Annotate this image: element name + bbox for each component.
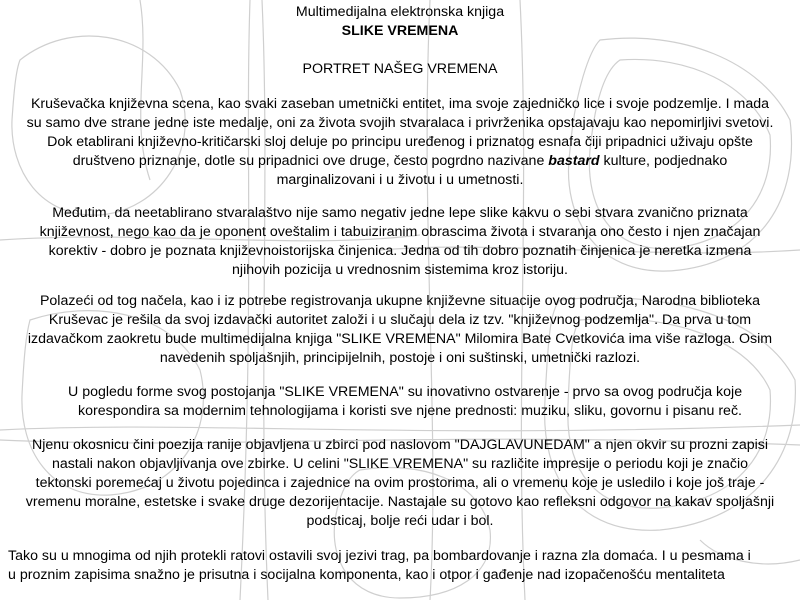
paragraph-line: Kruševačka književna scena, kao svaki zaseban umetnički entitet, ima svoje zajedničko lice i svoje podzemlje. I mada — [30, 96, 770, 112]
paragraph-line: njihovih pozicija u vrednosnim sistemima kroz istoriju. — [232, 262, 568, 278]
paragraph-line: Tako su u mnogima od njih protekli ratovi ostavili svoj jezivi trag, pa bombardovanje i razna zla domaća. I u pesmama i — [8, 548, 751, 564]
paragraph-line: Kruševac je rešila da svoj izdavački autoritet založi i u slučaju dela iz tzv. "književnog podzemlja". Da prva u tom — [48, 312, 752, 328]
paragraph-line: u proznim zapisima snažno je prisutna i socijalna komponenta, kao i otpor i gađenje nad izopačenošću mentaliteta — [8, 567, 725, 583]
document-title — [0, 22, 800, 41]
subtitle-text: Multimedijalna elektronska knjiga — [295, 4, 505, 20]
paragraph-3 — [0, 292, 800, 368]
paragraph-line: Polazeći od tog načela, kao i iz potrebe registrovanja ukupne književne situacije ovog područja, Narodna biblioteka — [39, 293, 761, 309]
title-text: SLIKE VREMENA — [341, 23, 459, 39]
paragraph-line: navedenih spoljašnjih, principijelnih, postoje i oni suštinski, umetnički razlozi. — [159, 350, 641, 366]
section-title-text: PORTRET NAŠEG VREMENA — [302, 61, 498, 77]
paragraph-line: vremenu moralne, estetske i svake druge dezorijentacije. Nastajale su gotovo kao refleksni odgovor na kakav spoljašnji — [25, 494, 775, 510]
emphasized-word: bastard — [548, 153, 600, 169]
line-segment: kulture, podjednako — [599, 153, 728, 169]
paragraph-line: marginalizovani i u životu i u umetnosti. — [276, 172, 524, 188]
paragraph-6 — [8, 547, 798, 585]
paragraph-4 — [68, 383, 788, 421]
paragraph-line: izdavačkom zaokretu bude multimedijalna knjiga "SLIKE VREMENA" Milomira Bate Cvetkovića ima više razloga. Osim — [27, 331, 773, 347]
paragraph-2 — [0, 204, 800, 280]
paragraph-line: korespondira sa modernim tehnologijama i koristi sve njene prednosti: muziku, sliku, govornu i pisanu reč. — [78, 403, 742, 419]
section-title — [0, 60, 800, 79]
paragraph-line: Dok etablirani književno-kritičarski sloj deluje po principu uređenog i priznatog esnafa čiji pripadnici uživaju opšte — [47, 134, 753, 150]
paragraph-line — [0, 152, 800, 171]
paragraph-line: nastali nakon objavljivanja ove zbirke. U celini "SLIKE VREMENA" su različite impresije o periodu koji je značio — [51, 456, 749, 472]
paragraph-line: književnost, nego kao da je oponent oveštalim i tabuiziranim obrascima života i stvaranja ono često i njen značajan — [39, 224, 761, 240]
paragraph-line: su samo dve strane jedne iste medalje, oni za života svojih stvaralaca i privrženika opstajavaju kao nepomirljivi svetovi. — [26, 115, 774, 131]
line-segment: društveno priznanje, dotle su pripadnici ove druge, često pogrdno nazivane — [72, 153, 549, 169]
paragraph-1 — [0, 95, 800, 190]
paragraph-line: U pogledu forme svog postojanja "SLIKE VREMENA" su inovativno ostvarenje - prvo sa ovog područja koje — [68, 384, 743, 400]
document-subtitle — [0, 3, 800, 22]
paragraph-line: podsticaj, bolje reći udar i bol. — [306, 513, 494, 529]
paragraph-line: korektiv - dobro je poznata književnoistorijska činjenica. Jedna od tih dobro poznatih činjenica je neretka izmena — [48, 243, 752, 259]
paragraph-line: Međutim, da neetablirano stvaralaštvo nije samo negativ jedne lepe slike kakvu o sebi stvara zvanično priznata — [52, 205, 748, 221]
paragraph-line: tektonski poremećaj u životu pojedinca i zajednice na ovim prostorima, ali o vremenu koje je usledilo i koje još traje - — [35, 475, 765, 491]
paragraph-line: Njenu okosnicu čini poezija ranije objavljena u zbirci pod naslovom "DAJGLAVUNEDAM" a njen okvir su prozni zapisi — [31, 437, 769, 453]
paragraph-5 — [0, 436, 800, 531]
